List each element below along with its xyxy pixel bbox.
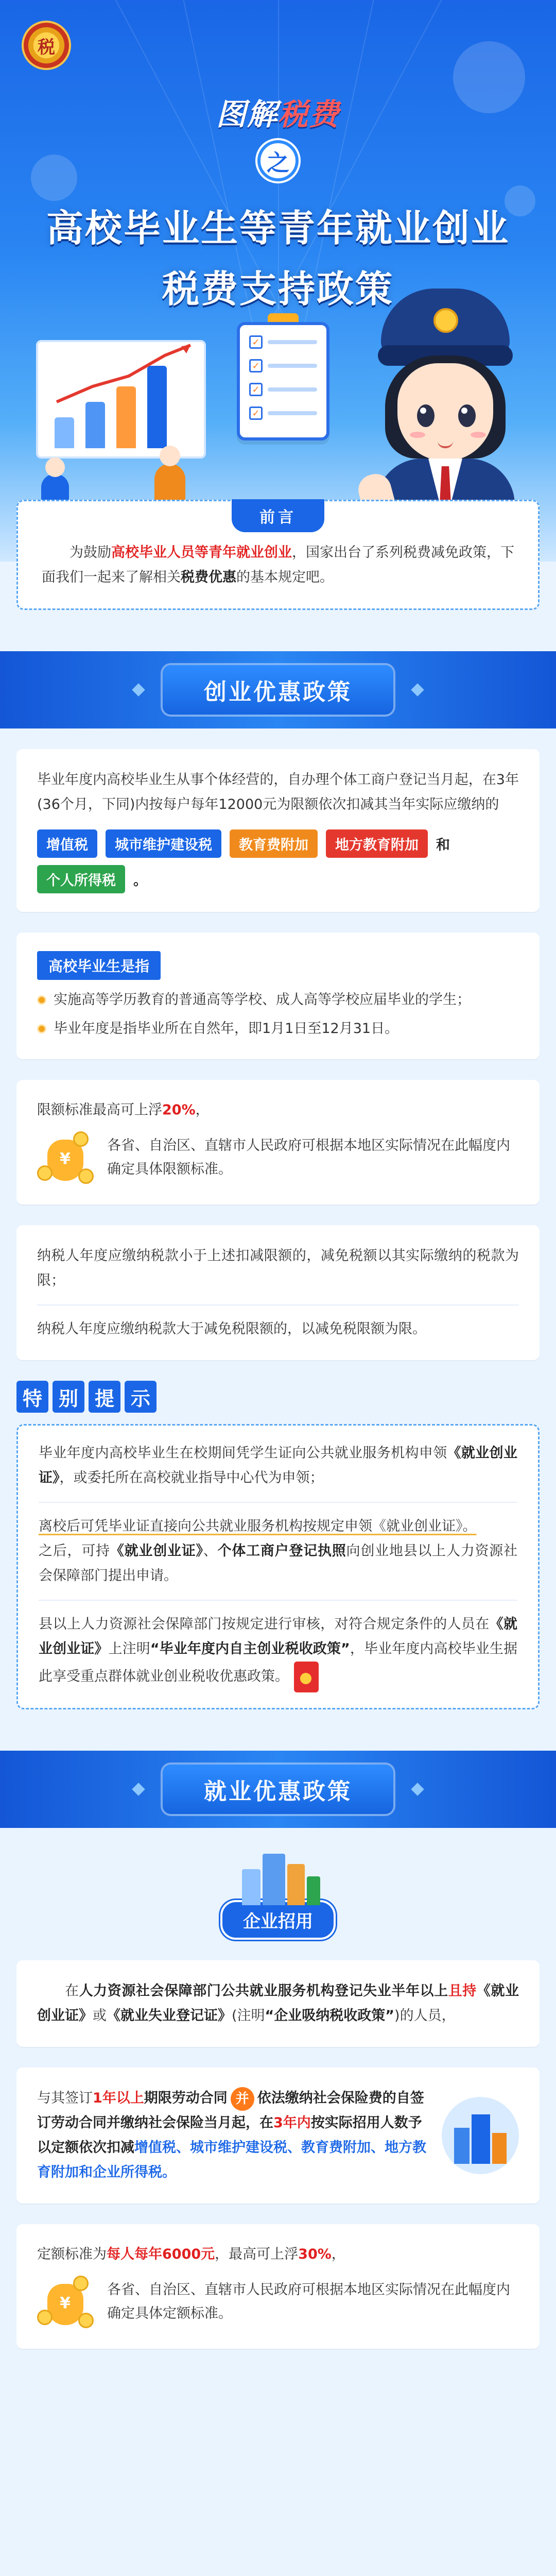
hero-title-line2: 税费支持政策 (162, 267, 394, 311)
limit-title: 限额标准最高可上浮20%， (37, 1102, 210, 1118)
quota-standard-description: 各省、自治区、直辖市人民政府可根据本地区实际情况在此幅度内确定具体定额标准。 (107, 2282, 510, 2321)
quota-standard-card (16, 2224, 540, 2349)
hero-banner (0, 0, 556, 562)
limit-card (16, 1080, 540, 1205)
office-buildings-icon (442, 2097, 519, 2174)
and-badge: 并 (231, 2087, 254, 2111)
brand-title-row (0, 90, 556, 133)
hiring-deduction-card (16, 2067, 540, 2204)
hiring-eligibility-card (16, 1960, 540, 2047)
tip-2: 离校后可凭毕业证直接向公共就业服务机构按规定申领《就业创业证》。 (39, 1518, 477, 1534)
checklist-clipboard-icon: ✓ ✓ ✓ ✓ (237, 322, 329, 440)
preface-text: 为鼓励高校毕业人员等青年就业创业，国家出台了系列税费减免政策，下面我们一起来了解相关税费优惠的基本规定吧。 (42, 545, 514, 585)
money-bag-icon: ¥ (37, 2274, 94, 2330)
list-item: 毕业年度是指毕业所在自然年，即1月1日至12月31日。 (37, 1017, 519, 1041)
tax-emblem-icon: 税 (22, 21, 71, 70)
growth-chart-illustration (36, 330, 221, 515)
tag-personal-income-tax: 个人所得税 (37, 865, 125, 893)
tag-urban-construction-tax: 城市维护建设税 (106, 829, 221, 858)
section-title-employment: 就业优惠政策 (163, 1765, 393, 1814)
city-buildings-icon (232, 1849, 324, 1905)
startup-intro-text: 毕业年度内高校毕业生从事个体经营的，自办理个体工商户登记当月起，在3年(36个月，下同)内按每户每年12000元为限额依次扣减其当年实际应缴纳的 (37, 772, 519, 812)
tag-vat: 增值税 (37, 829, 97, 858)
special-tips-heading: 特 别 提 示 (16, 1381, 540, 1413)
section-banner-employment (0, 1751, 556, 1828)
hero-title-line1: 高校毕业生等青年就业创业 (46, 207, 510, 250)
preface-card (16, 500, 540, 610)
graduate-definition-card (16, 933, 540, 1059)
tax-tags (37, 829, 519, 893)
money-bag-icon: ¥ (37, 1129, 94, 1186)
limit-description: 各省、自治区、直辖市人民政府可根据本地区实际情况在此幅度内确定具体限额标准。 (107, 1138, 510, 1177)
graduate-definition-heading: 高校毕业生是指 (37, 951, 161, 980)
list-item: 实施高等学历教育的普通高等学校、成人高等学校应届毕业的学生； (37, 988, 519, 1012)
section-banner-startup (0, 651, 556, 728)
enterprise-hiring-badge (16, 1849, 540, 1940)
tag-education-surcharge: 教育费附加 (230, 829, 318, 858)
quota-standard-title: 定额标准为每人每年6000元，最高可上浮30%， (37, 2246, 345, 2262)
enterprise-hiring-label: 企业招用 (220, 1900, 336, 1940)
hiring-eligibility-text: 在人力资源社会保障部门公共就业服务机构登记失业半年以上且持《就业创业证》或《就业失业登记证》(注明“企业吸纳税收政策”)的人员， (37, 1983, 519, 2024)
tip-3: 之后，可持《就业创业证》、个体工商户登记执照向创业地县以上人力资源社会保障部门提出申请。 (39, 1543, 518, 1584)
special-tips-box (16, 1424, 540, 1709)
preface-tag: 前言 (232, 499, 324, 532)
tag-end: 。 (133, 873, 147, 889)
rule-2: 纳税人年度应缴纳税款大于减免税限额的，以减免税限额为限。 (37, 1321, 426, 1337)
deduction-rules-card (16, 1225, 540, 1360)
section-title-startup: 创业优惠政策 (163, 665, 393, 715)
tip-4: 县以上人力资源社会保障部门按规定进行审核，对符合规定条件的人员在《就业创业证》上注明“毕业年度内自主创业税收政策”，毕业年度内高校毕业生据此享受重点群体就业创业税收优惠政策。 (39, 1612, 517, 1692)
tag-local-education-surcharge: 地方教育附加 (326, 829, 428, 858)
zhi-circle: 之 (257, 140, 299, 181)
brand-title: 图解税费 (216, 97, 340, 132)
red-envelope-icon (294, 1662, 319, 1692)
rule-1: 纳税人年度应缴纳税款小于上述扣减限额的，减免税额以其实际缴纳的税款为限； (37, 1248, 519, 1289)
tip-1: 毕业年度内高校毕业生在校期间凭学生证向公共就业服务机构申领《就业创业证》，或委托所在高校就业指导中心代为申领； (39, 1445, 518, 1486)
hiring-deduction-text: 与其签订1年以上期限劳动合同 并 依法缴纳社会保险费的自签订劳动合同并缴纳社会保险当月起，在3年内按实际招用人数予以定额依次扣减增值税、城市维护建设税、教育费附加、地方教育附加和企业所得税。 (37, 2086, 431, 2185)
startup-intro-card (16, 749, 540, 912)
tag-and: 和 (436, 837, 450, 853)
